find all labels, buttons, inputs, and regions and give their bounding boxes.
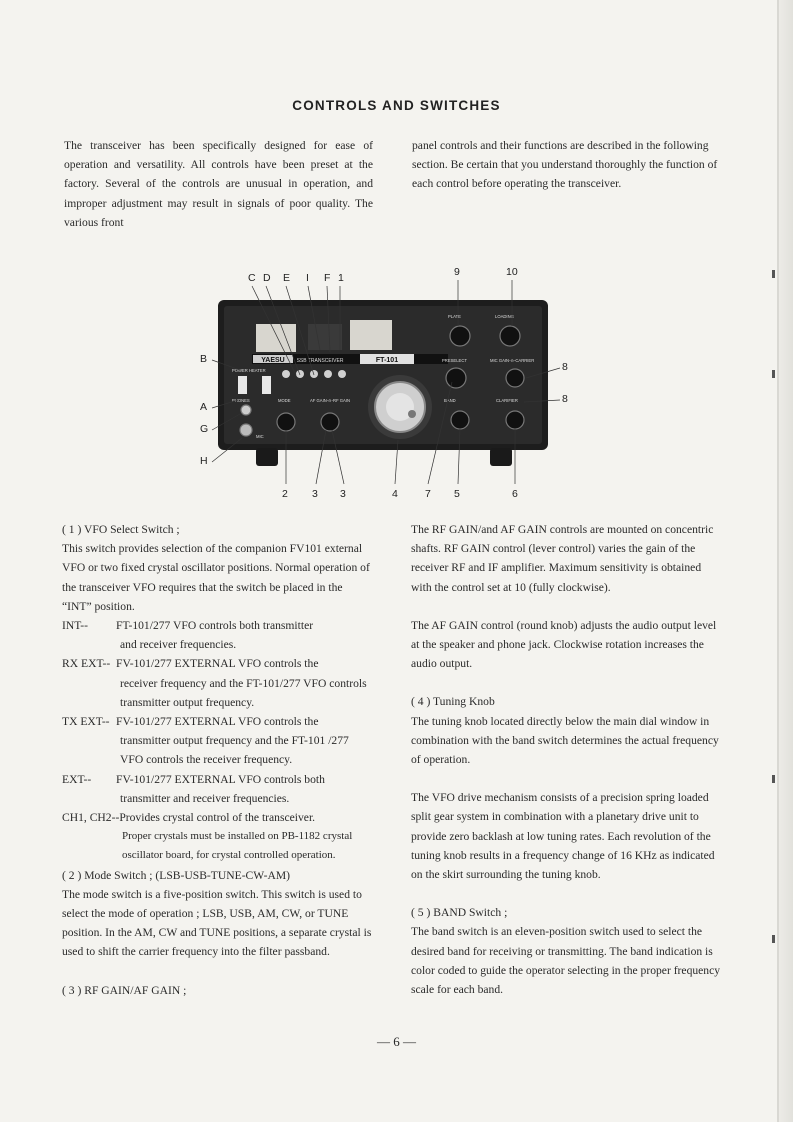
ext-continuation: transmitter and receiver frequencies. bbox=[120, 791, 290, 805]
callout-i: I bbox=[306, 272, 309, 284]
callout-5: 5 bbox=[454, 488, 460, 500]
intro-left-text: The transceiver has been specifically designed for ease of operation and versatility. All controls have been preset at the factory. Several of the controls are unusual in operation, and improper adjustment may result in signals of poor quality. The various front bbox=[64, 139, 373, 229]
intro-left-column bbox=[64, 136, 373, 232]
callout-b: B bbox=[200, 353, 208, 365]
callout-3b: 3 bbox=[340, 488, 346, 500]
section-5-heading: ( 5 ) BAND Switch ; bbox=[411, 906, 508, 920]
ext-key: EXT-- bbox=[62, 772, 92, 786]
edge-mark bbox=[772, 270, 775, 278]
preselect-label: PRESELECT bbox=[442, 358, 467, 363]
int-item bbox=[62, 616, 372, 635]
brand-label: YAESU bbox=[261, 357, 285, 364]
af-rf-gain-label: AF GAIN-⊖-RF GAIN bbox=[310, 398, 351, 403]
rf-gain-paragraph: The RF GAIN/and AF GAIN controls are mounted on concentric shafts. RF GAIN control (lever control) varies the gain of the receiver RF and IF amplifier. Maximum sensitivity is obtained with the control set at 10 (fully clockwise). bbox=[411, 523, 714, 594]
callout-e: E bbox=[283, 272, 291, 284]
transceiver-figure bbox=[190, 262, 580, 502]
spacer bbox=[62, 962, 372, 981]
section-5-body: The band switch is an eleven-position switch used to select the desired band for receiving or transmitting. The band indication is color coded to guide the operator selecting in the proper frequency scale for each band. bbox=[411, 925, 721, 997]
callout-10: 10 bbox=[506, 266, 518, 278]
int-key: INT-- bbox=[62, 619, 88, 633]
callout-2: 2 bbox=[282, 488, 288, 500]
intro-right-text: panel controls and their functions are described in the following section. Be certain that you understand thoroughly the function of each control before operating the transceiver. bbox=[412, 139, 718, 191]
model-label: FT-101 bbox=[375, 357, 399, 364]
rx-ext-item bbox=[62, 654, 372, 673]
page-title: CONTROLS AND SWITCHES bbox=[292, 98, 501, 113]
left-column bbox=[62, 520, 372, 1000]
page-edge bbox=[777, 0, 779, 1122]
tx-ext-continuation: transmitter output frequency and the FT-101 /277 VFO controls the receiver frequency. bbox=[120, 734, 349, 767]
ch-continuation: Proper crystals must be installed on PB-1182 crystal oscillator board, for crystal controlled operation. bbox=[122, 830, 353, 862]
callout-7: 7 bbox=[425, 488, 431, 500]
rx-ext-key: RX EXT-- bbox=[62, 657, 111, 671]
edge-mark bbox=[772, 935, 775, 943]
page-number: — 6 — bbox=[377, 1034, 416, 1049]
af-gain-paragraph: The AF GAIN control (round knob) adjusts the audio output level at the speaker and phone jack. Clockwise rotation increases the audio output. bbox=[411, 618, 717, 671]
model-small-label: SSB TRANSCEIVER bbox=[296, 358, 344, 364]
transceiver-illustration bbox=[190, 262, 580, 502]
edge-mark bbox=[772, 370, 775, 378]
page-binding-shadow bbox=[779, 0, 793, 1122]
int-continuation: and receiver frequencies. bbox=[120, 638, 237, 652]
spacer bbox=[411, 673, 723, 692]
intro-right-column bbox=[412, 136, 724, 194]
phones-label: PHONES bbox=[232, 398, 250, 403]
callout-4: 4 bbox=[392, 488, 398, 500]
right-column bbox=[411, 520, 723, 999]
callout-1: 1 bbox=[338, 272, 344, 284]
callout-3a: 3 bbox=[312, 488, 318, 500]
section-2-body: The mode switch is a five-position switch. This switch is used to select the mode of operation ; LSB, USB, AM, CW, or TUNE position. In the AM, CW and TUNE positions, a separate crystal is used to shift the carrier frequency into the filter passband. bbox=[62, 887, 372, 959]
callout-c: C bbox=[248, 272, 256, 284]
section-2-heading: ( 2 ) Mode Switch ; (LSB-USB-TUNE-CW-AM) bbox=[62, 868, 290, 882]
section-4-heading: ( 4 ) Tuning Knob bbox=[411, 695, 495, 709]
ext-value: FV-101/277 EXTERNAL VFO controls both bbox=[116, 772, 325, 786]
section-1-body: This switch provides selection of the companion FV101 external VFO or two fixed crystal oscillator positions. Normal operation of the transceiver VFO requires that the switch be placed in the “INT” position. bbox=[62, 542, 370, 613]
spacer bbox=[411, 597, 723, 616]
callout-a: A bbox=[200, 401, 208, 413]
ch-line: CH1, CH2--Provides crystal control of the transceiver. bbox=[62, 811, 316, 825]
section-4-body: The tuning knob located directly below the main dial window in combination with the band switch determines the actual frequency of operation. bbox=[411, 714, 719, 767]
callout-d: D bbox=[263, 272, 271, 284]
callout-8-top: 8 bbox=[562, 361, 568, 373]
section-3-heading: ( 3 ) RF GAIN/AF GAIN ; bbox=[62, 983, 187, 997]
mode-label: MODE bbox=[278, 398, 291, 403]
spacer bbox=[411, 884, 723, 903]
spacer bbox=[411, 769, 723, 788]
callout-8-bottom: 8 bbox=[562, 393, 568, 405]
tx-ext-key: TX EXT-- bbox=[62, 715, 110, 729]
loading-label: LOADING bbox=[495, 314, 514, 319]
plate-label: PLATE bbox=[448, 314, 461, 319]
rx-ext-continuation: receiver frequency and the FT-101/277 VFO controls transmitter output frequency. bbox=[120, 676, 367, 709]
tx-ext-value: FV-101/277 EXTERNAL VFO controls the bbox=[116, 715, 319, 729]
mic-gain-label: MIC GAIN-⊖-CARRIER bbox=[490, 358, 535, 363]
callout-g: G bbox=[200, 423, 209, 435]
rx-ext-value: FV-101/277 EXTERNAL VFO controls the bbox=[116, 657, 319, 671]
edge-mark bbox=[772, 775, 775, 783]
callout-9: 9 bbox=[454, 266, 460, 278]
tx-ext-item bbox=[62, 712, 372, 731]
power-label: POWER HEATER bbox=[232, 368, 266, 373]
callout-h: H bbox=[200, 455, 208, 467]
mic-label: MIC bbox=[256, 434, 264, 439]
ext-item bbox=[62, 770, 372, 789]
vfo-drive-paragraph: The VFO drive mechanism consists of a precision spring loaded split gear system in combination with a planetary drive unit to provide zero backlash at low tuning rates. Each revolution of the tuning knob results in a frequency change of 16 KHz as indicated on the skirt surrounding the tuning knob. bbox=[411, 791, 715, 882]
clarifier-label: CLARIFIER bbox=[496, 398, 518, 403]
band-label: BAND bbox=[444, 398, 456, 403]
section-1-heading: ( 1 ) VFO Select Switch ; bbox=[62, 523, 180, 536]
int-value: FT-101/277 VFO controls both transmitter bbox=[116, 619, 314, 633]
callout-f: F bbox=[324, 272, 331, 284]
callout-6: 6 bbox=[512, 488, 518, 500]
